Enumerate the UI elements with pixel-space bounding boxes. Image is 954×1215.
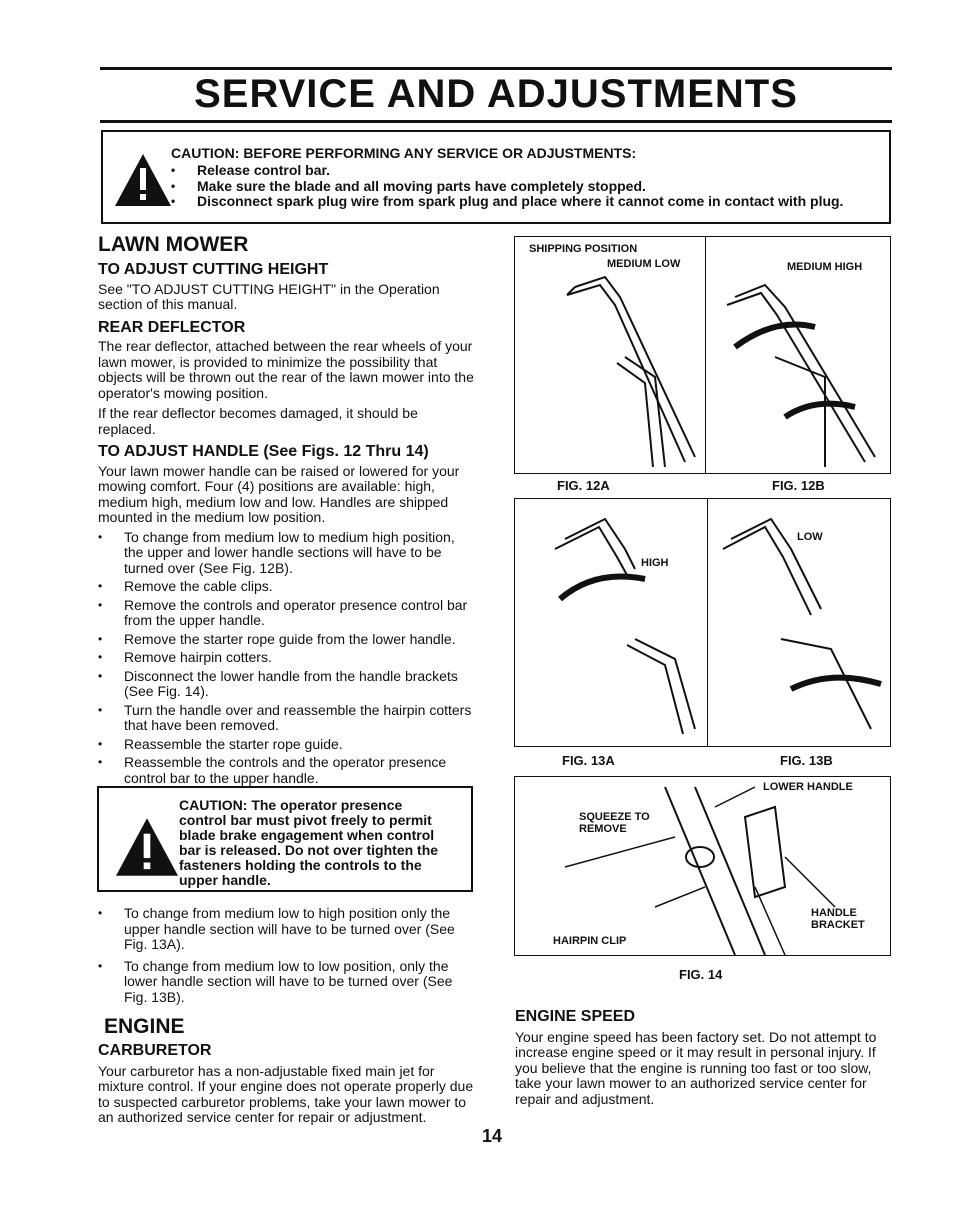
top-caution-heading: CAUTION: BEFORE PERFORMING ANY SERVICE OR ADJUSTMENTS: xyxy=(171,145,637,161)
fig-12-box xyxy=(514,236,891,474)
handle-illustration-12a xyxy=(545,267,725,467)
label-medium-high: MEDIUM HIGH xyxy=(787,261,863,273)
handle-illustration-13a xyxy=(535,509,715,739)
list-item: • Disconnect the lower handle from the handle brackets (See Fig. 14). xyxy=(98,669,475,700)
rear-deflector-heading: REAR DEFLECTOR xyxy=(98,318,246,336)
list-item: • Reassemble the starter rope guide. xyxy=(98,737,475,753)
list-item: • Remove the controls and operator presence control bar from the upper handle. xyxy=(98,598,475,629)
warning-icon xyxy=(113,816,181,878)
list-item: • Remove the starter rope guide from the lower handle. xyxy=(98,632,475,648)
page-number: 14 xyxy=(482,1126,503,1146)
cutting-height-heading: TO ADJUST CUTTING HEIGHT xyxy=(98,261,329,278)
handle-caution-text: CAUTION: The operator presence control bar must pivot freely to permit blade brake engagement when control bar is released. Do not over tighten the fasteners holding the controls to the upper handle. xyxy=(179,797,439,888)
rear-deflector-text: The rear deflector, attached between the rear wheels of your lawn mower, is provided to minimize the possibility that objects will be thrown out the rear of the lawn mower into the operator's mowing position. xyxy=(98,338,474,401)
list-item: • To change from medium low to high position only the upper handle section will have to be turned over (See Fig. 13A). xyxy=(98,906,475,953)
label-lower-handle: LOWER HANDLE xyxy=(763,781,853,793)
engine-speed-heading: ENGINE SPEED xyxy=(515,1008,636,1025)
rear-deflector-text-2: If the rear deflector becomes damaged, it should be replaced. xyxy=(98,405,418,437)
label-handle-bracket: HANDLE BRACKET xyxy=(811,907,865,931)
lawn-mower-heading: LAWN MOWER xyxy=(98,233,249,256)
handle-intro: Your lawn mower handle can be raised or lowered for your mowing comfort. Four (4) positions are available: high, medium high, medium low and low. Handles are shipped mounted in the medium low position. xyxy=(98,462,460,526)
label-high: HIGH xyxy=(641,557,669,569)
list-item: • To change from medium low to low position, only the lower handle section will have to be turned over (See Fig. 13B). xyxy=(98,959,475,1006)
engine-speed-text: Your engine speed has been factory set. Do not attempt to increase engine speed or it may result in personal injury. If you believe that the engine is running too fast or too slow, take your lawn mower to an authorized service center for repair and adjustment. xyxy=(515,1028,877,1107)
engine-speed-section xyxy=(515,1008,893,1107)
label-medium-low: MEDIUM LOW xyxy=(607,258,681,270)
engine-section xyxy=(98,1016,475,1126)
handle-illustration-13b xyxy=(711,509,891,739)
warning-icon xyxy=(113,152,173,208)
fig-13-box xyxy=(514,498,891,747)
handle-bracket-illustration xyxy=(555,777,855,955)
fig-12b-caption: FIG. 12B xyxy=(772,478,825,493)
fig-14-box xyxy=(514,776,891,956)
label-squeeze-to-remove: SQUEEZE TO REMOVE xyxy=(579,811,650,835)
page-title: SERVICE AND ADJUSTMENTS xyxy=(194,72,798,116)
carburetor-heading: CARBURETOR xyxy=(98,1042,212,1059)
list-item: • Turn the handle over and reassemble the hairpin cotters that have been removed. xyxy=(98,703,475,734)
top-rule xyxy=(100,67,892,70)
engine-heading: ENGINE xyxy=(104,1015,185,1038)
list-item: • To change from medium low to medium high position, the upper and lower handle sections will have to be turned over (See Fig. 12B). xyxy=(98,530,475,577)
list-item: • Release control bar. xyxy=(171,163,889,179)
list-item: • Disconnect spark plug wire from spark plug and place where it cannot come in contact with plug. xyxy=(171,194,889,210)
left-column xyxy=(98,234,475,789)
handle-illustration-12b xyxy=(715,267,885,467)
handle-heading: TO ADJUST HANDLE (See Figs. 12 Thru 14) xyxy=(98,443,429,461)
carburetor-text: Your carburetor has a non-adjustable fixed main jet for mixture control. If your engine does not operate properly due to suspected carburetor problems, take your lawn mower to an authorized service center for repair or adjustment. xyxy=(98,1062,474,1126)
list-item: • Reassemble the controls and the operator presence control bar to the upper handle. xyxy=(98,755,475,786)
top-caution-list xyxy=(171,163,889,210)
label-hairpin-clip: HAIRPIN CLIP xyxy=(553,935,627,947)
fig-14-caption: FIG. 14 xyxy=(679,967,723,982)
label-low: LOW xyxy=(797,531,823,543)
handle-steps xyxy=(98,530,475,787)
cutting-height-text: See "TO ADJUST CUTTING HEIGHT" in the Operation section of this manual. xyxy=(98,280,440,313)
fig-12a-caption: FIG. 12A xyxy=(557,478,610,493)
handle-steps-2 xyxy=(98,906,475,1008)
title-rule xyxy=(100,120,892,123)
top-caution-box xyxy=(101,130,891,224)
label-shipping-position: SHIPPING POSITION xyxy=(529,243,638,255)
list-item: • Make sure the blade and all moving parts have completely stopped. xyxy=(171,179,889,195)
fig-13a-caption: FIG. 13A xyxy=(562,753,615,768)
list-item: • Remove the cable clips. xyxy=(98,579,475,595)
fig-13b-caption: FIG. 13B xyxy=(780,753,833,768)
handle-caution-box xyxy=(97,786,473,892)
list-item: • Remove hairpin cotters. xyxy=(98,650,475,666)
